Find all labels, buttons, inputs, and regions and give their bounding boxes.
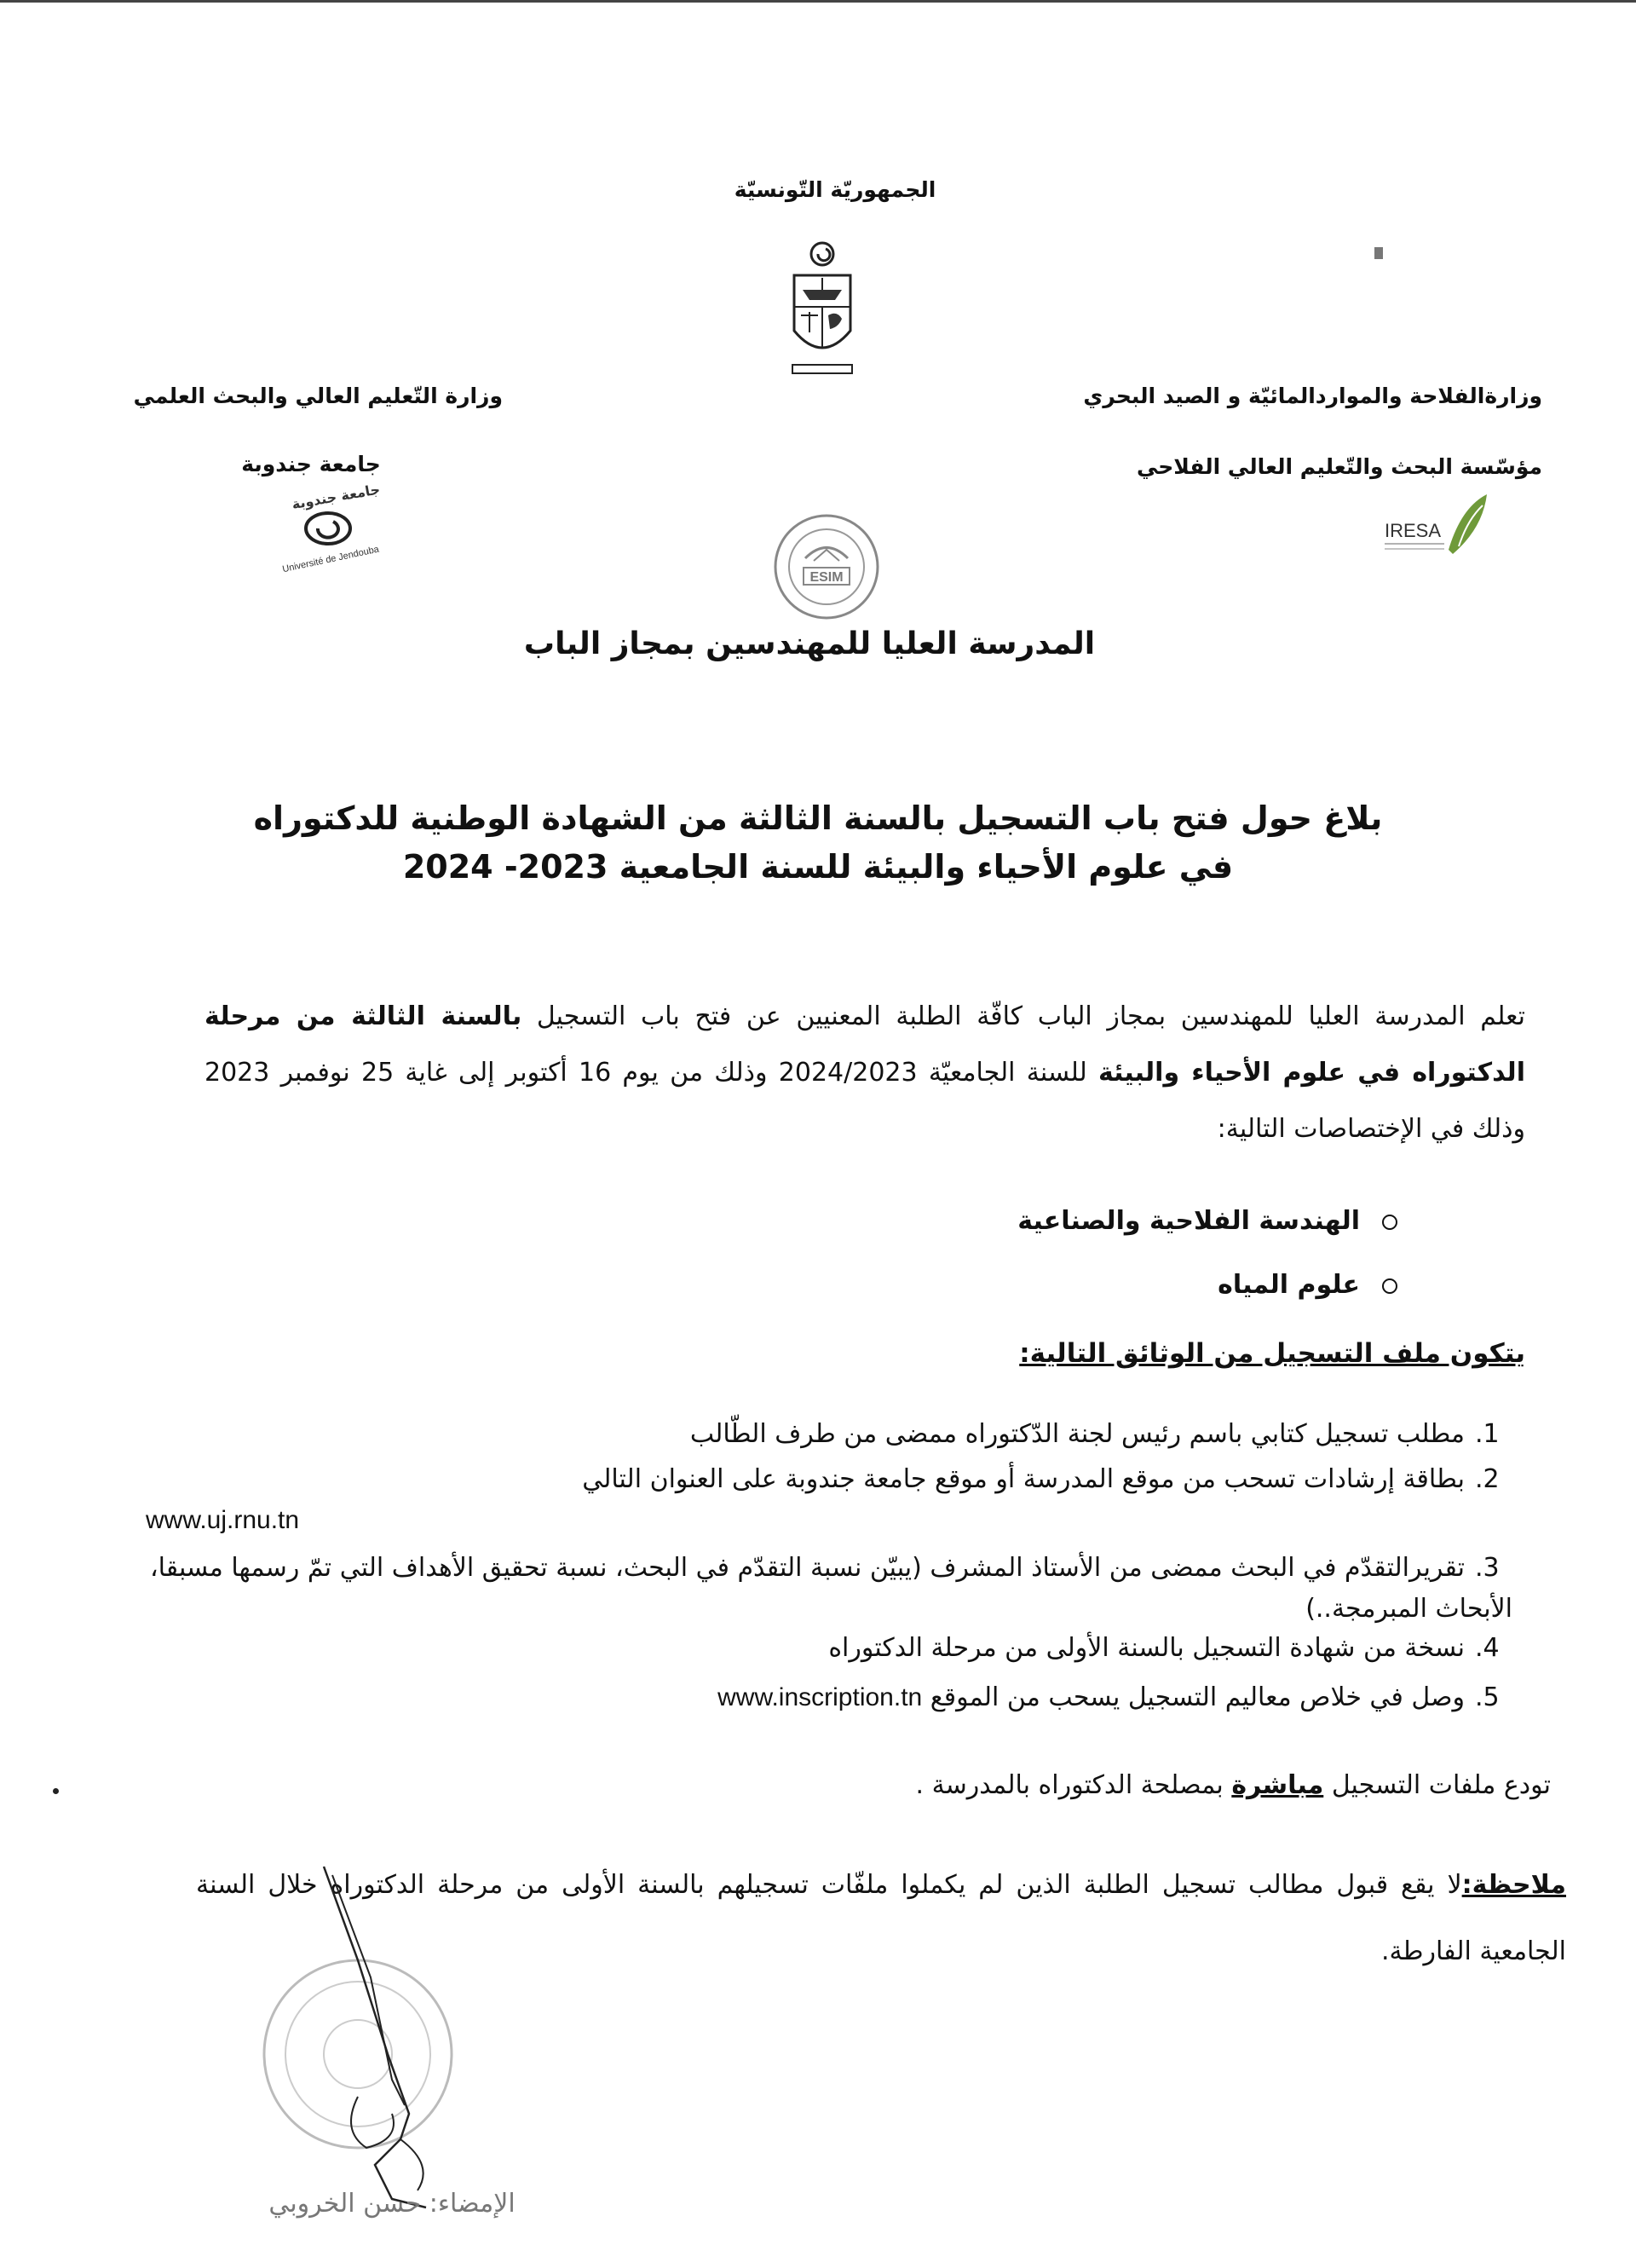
notice-title-line-1: بلاغ حول فتح باب التسجيل بالسنة الثالثة من الشهادة الوطنية للدكتوراه: [253, 799, 1383, 837]
handwritten-signature: [307, 1858, 477, 2219]
list-number: 1.: [1475, 1419, 1500, 1449]
deposit-emphasis: مباشرة: [1231, 1770, 1324, 1800]
school-name: المدرسة العليا للمهندسين بمجاز الباب: [523, 626, 1096, 661]
list-item: [98, 1459, 1512, 1541]
republic-title: الجمهوريّة التّونسيّة: [734, 177, 936, 202]
jendouba-university-logo: [268, 477, 388, 574]
list-text: وصل في خلاص معاليم التسجيل يسحب من الموقع: [930, 1682, 1465, 1712]
scan-speck: [53, 1788, 59, 1794]
ministry-higher-education: وزارة التّعليم العالي والبحث العلمي: [133, 384, 503, 408]
list-number: 5.: [1475, 1682, 1500, 1712]
specialty-label: الهندسة الفلاحية والصناعية: [1017, 1206, 1360, 1236]
esim-logo: [771, 511, 882, 626]
university-website-link[interactable]: www.uj.rnu.tn: [146, 1506, 300, 1534]
intro-text-2: للسنة الجامعيّة 2024/2023 وذلك من يوم 16 أكتوبر إلى غاية 25 نوفمبر 2023 وذلك في الإختصاصات التالية:: [204, 1058, 1525, 1144]
list-item: [98, 1419, 1512, 1449]
list-text: تقريرالتقدّم في البحث ممضى من الأستاذ المشرف (يبيّن نسبة التقدّم في البحث، نسبة تحقيق الأهداف التي تمّ رسمها مسبقا، الأبحاث المبرمجة..): [149, 1553, 1512, 1624]
note-label: ملاحظة:: [1461, 1870, 1566, 1900]
list-item: [98, 1682, 1512, 1712]
ministry-agriculture: وزارةالفلاحة والمواردالمائيّة و الصيد البحري: [1083, 384, 1542, 408]
list-number: 4.: [1475, 1633, 1500, 1663]
bullet-circle-icon: [1382, 1278, 1397, 1294]
university-name: جامعة جندوبة: [241, 452, 381, 476]
specialty-label: علوم المياه: [1218, 1270, 1360, 1300]
list-text: مطلب تسجيل كتابي باسم رئيس لجنة الدّكتوراه ممضى من طرف الطّالب: [689, 1419, 1465, 1449]
intro-paragraph: [204, 989, 1525, 1157]
note-text: لا يقع قبول مطالب تسجيل الطلبة الذين لم يكملوا ملفّات تسجيلهم بالسنة الأولى من مرحلة الدكتوراه خلال السنة الجامعية الفارطة.: [196, 1870, 1566, 1966]
bullet-circle-icon: [1382, 1215, 1397, 1230]
iresa-logo-text: IRESA: [1385, 520, 1442, 541]
list-text: بطاقة إرشادات تسحب من موقع المدرسة أو موقع جامعة جندوبة على العنوان التالي: [582, 1464, 1465, 1494]
inscription-website-link[interactable]: www.inscription.tn: [717, 1683, 923, 1711]
jendouba-logo-latin: Université de Jendouba: [281, 544, 380, 575]
intro-text-bold: بالسنة الثالثة من مرحلة الدكتوراه في علوم الأحياء والبيئة: [204, 1001, 1525, 1088]
coat-of-arms-logo: [784, 237, 861, 385]
list-item: [98, 1633, 1512, 1663]
specialty-item: [1017, 1206, 1397, 1236]
deposit-sentence: [916, 1770, 1551, 1800]
scan-top-border: [0, 0, 1636, 3]
deposit-text-1: تودع ملفات التسجيل: [1323, 1770, 1551, 1800]
deposit-text-2: بمصلحة الدكتوراه بالمدرسة .: [915, 1770, 1232, 1800]
signature-label: الإمضاء: حسن الخروبي: [268, 2189, 516, 2219]
list-number: 2.: [1475, 1464, 1500, 1494]
iresa-logo: [1380, 490, 1491, 570]
esim-logo-text: ESIM: [809, 570, 844, 585]
scan-speck: [1374, 247, 1383, 259]
list-number: 3.: [1475, 1553, 1500, 1583]
list-item: [98, 1548, 1512, 1630]
intro-text-1: تعلم المدرسة العليا للمهندسين بمجاز الباب كافّة الطلبة المعنيين عن فتح باب التسجيل: [521, 1001, 1525, 1031]
specialty-item: [1218, 1270, 1397, 1300]
documents-heading: يتكون ملف التسجيل من الوثائق التالية:: [1019, 1338, 1525, 1369]
notice-title-line-2: في علوم الأحياء والبيئة للسنة الجامعية 2023- 2024: [402, 848, 1234, 886]
iresa-institution: مؤسّسة البحث والتّعليم العالي الفلاحي: [1136, 454, 1542, 479]
list-text: نسخة من شهادة التسجيل بالسنة الأولى من مرحلة الدكتوراه: [828, 1633, 1465, 1663]
jendouba-logo-arabic: جامعة جندوبة: [291, 481, 382, 513]
